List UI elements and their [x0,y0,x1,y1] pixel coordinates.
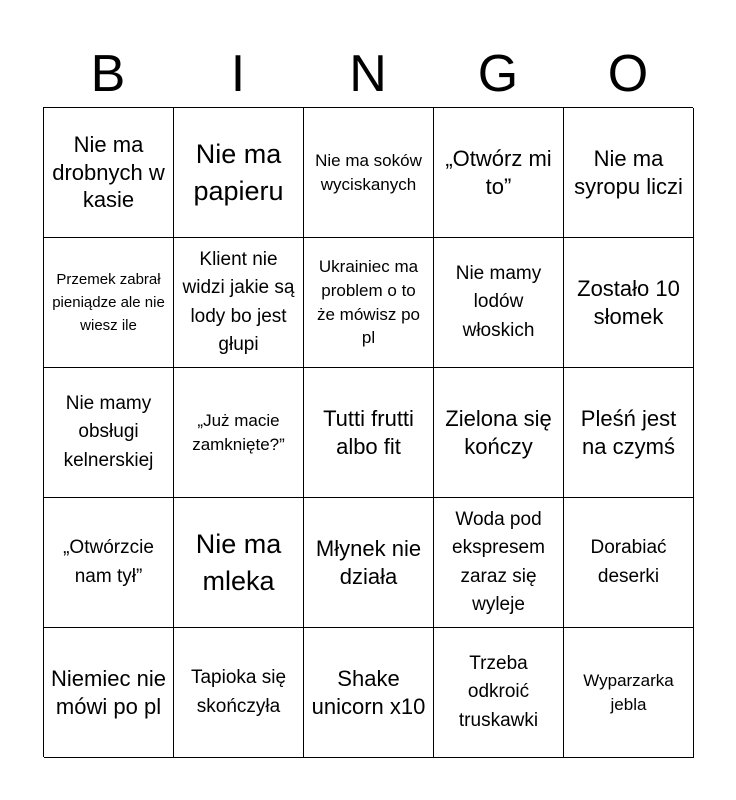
bingo-cell[interactable]: „Już macie zamknięte?” [174,368,304,498]
header-letter-n: N [349,45,387,103]
bingo-cell[interactable]: Nie mamy obsługi kelnerskiej [44,368,174,498]
bingo-header [43,40,693,108]
bingo-cell[interactable]: Dorabiać deserki [564,498,694,628]
bingo-cell[interactable]: Wyparzarka jebla [564,628,694,758]
bingo-cell[interactable]: Woda pod ekspresem zaraz się wyleje [434,498,564,628]
bingo-cell[interactable]: Młynek nie działa [304,498,434,628]
bingo-cell[interactable]: Klient nie widzi jakie są lody bo jest głupi [174,238,304,368]
header-letter-b: B [90,45,126,103]
bingo-cell[interactable]: Nie ma drobnych w kasie [44,108,174,238]
bingo-cell[interactable]: Trzeba odkroić truskawki [434,628,564,758]
bingo-cell[interactable]: Nie mamy lodów włoskich [434,238,564,368]
bingo-cell[interactable]: Zostało 10 słomek [564,238,694,368]
header-letter-i: I [230,45,246,103]
bingo-cell[interactable]: Shake unicorn x10 [304,628,434,758]
bingo-cell[interactable]: Tutti frutti albo fit [304,368,434,498]
bingo-cell[interactable]: „Otwórz mi to” [434,108,564,238]
bingo-cell[interactable]: Niemiec nie mówi po pl [44,628,174,758]
bingo-board [43,107,693,757]
bingo-cell[interactable]: Przemek zabrał pieniądze ale nie wiesz ile [44,238,174,368]
bingo-cell[interactable]: Tapioka się skończyła [174,628,304,758]
bingo-cell[interactable]: Ukrainiec ma problem o to że mówisz po pl [304,238,434,368]
bingo-cell[interactable]: „Otwórzcie nam tył” [44,498,174,628]
header-letter-o: O [607,45,649,103]
bingo-cell[interactable]: Nie ma soków wyciskanych [304,108,434,238]
bingo-cell[interactable]: Pleśń jest na czymś [564,368,694,498]
bingo-cell[interactable]: Nie ma mleka [174,498,304,628]
bingo-cell[interactable]: Nie ma papieru [174,108,304,238]
bingo-cell[interactable]: Zielona się kończy [434,368,564,498]
header-letter-g: G [477,45,519,103]
bingo-cell[interactable]: Nie ma syropu liczi [564,108,694,238]
